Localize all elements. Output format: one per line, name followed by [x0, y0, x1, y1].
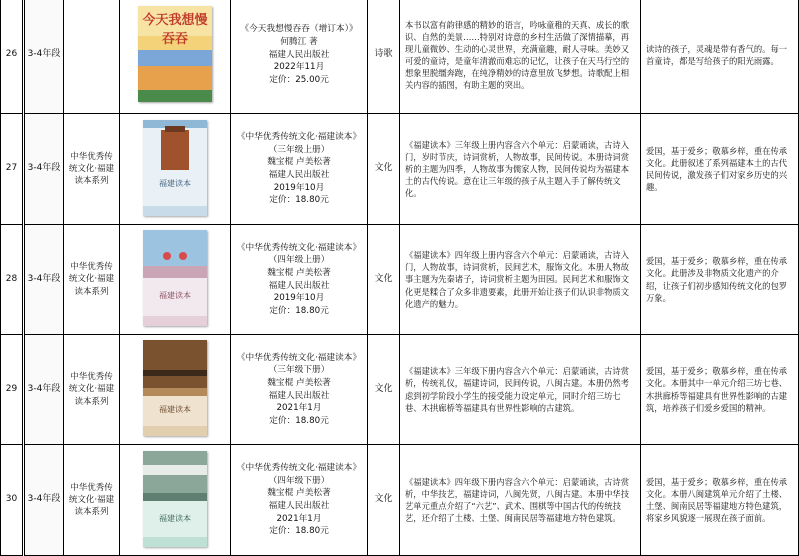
row-number: 28 [1, 225, 24, 335]
book-author: 魏宝棍 卢美松著 [234, 487, 364, 500]
book-date: 2022年11月 [234, 61, 364, 74]
book-date: 2019年10月 [234, 292, 364, 305]
book-cover-image [143, 120, 207, 216]
book-volume: （四年级下册） [234, 475, 364, 488]
book-publisher: 福建人民出版社 [234, 500, 364, 513]
book-price: 定价：18.80元 [234, 305, 364, 318]
cover-title: 福建读本 [143, 404, 207, 416]
book-cover-image [143, 451, 207, 547]
series-cell: 中华优秀传统文化·福建读本系列 [64, 225, 120, 335]
book-publisher: 福建人民出版社 [234, 169, 364, 182]
row-number: 27 [1, 114, 24, 225]
category-cell: 文化 [368, 445, 400, 556]
book-date: 2021年1月 [234, 402, 364, 415]
recommendation-cell: 爱国，基于爱乡；敬慕乡梓，重在传承文化。此册涉及非物质文化遗产的介绍，让孩子们初步感知传统文化的包罗万象。 [641, 225, 799, 335]
book-title: 《今天我想慢吞吞（增订本）》 [234, 23, 364, 36]
book-info-cell [231, 114, 368, 225]
book-cover-image [138, 6, 212, 102]
table-row [1, 0, 799, 114]
description-cell: 《福建读本》四年级下册内容含六个单元：启蒙诵读，古诗赏析，中华技艺，福建诗词，八闽先贤，八闽古建。本册中华技艺单元重点介绍了“六艺”、武术、围棋等中国古代的传统技艺，还介绍了土楼、土堡、闽南民居等福建地方特色建筑。 [400, 445, 641, 556]
series-cell: 中华优秀传统文化·福建读本系列 [64, 335, 120, 445]
category-cell: 诗歌 [368, 0, 400, 114]
book-date: 2019年10月 [234, 182, 364, 195]
book-publisher: 福建人民出版社 [234, 49, 364, 62]
grade-cell: 3-4年段 [24, 114, 64, 225]
book-publisher: 福建人民出版社 [234, 390, 364, 403]
book-title: 《中华优秀传统文化·福建读本》 [234, 242, 364, 255]
cover-cell [120, 0, 231, 114]
book-info-cell [231, 225, 368, 335]
grade-cell: 3-4年段 [24, 225, 64, 335]
book-info-cell [231, 445, 368, 556]
description-cell: 《福建读本》四年级上册内容含六个单元：启蒙诵读，古诗入门，人物故事，诗词赏析，民间艺术，服饰文化。本册人物故事主题为先秦诸子，诗词赏析主题为田园。民间艺术和服饰文化更是糅合了众多非遗要素，此册开始让孩子们认识非物质文化遗产的魅力。 [400, 225, 641, 335]
category-cell: 文化 [368, 335, 400, 445]
book-title: 《中华优秀传统文化·福建读本》 [234, 462, 364, 475]
recommendation-cell: 读诗的孩子，灵魂是带有香气的。每一首童诗，都是写给孩子的阳光雨露。 [641, 0, 799, 114]
book-author: 魏宝棍 卢美松著 [234, 377, 364, 390]
cover-cell [120, 114, 231, 225]
grade-cell: 3-4年段 [24, 335, 64, 445]
grade-cell: 3-4年段 [24, 445, 64, 556]
book-info-cell [231, 335, 368, 445]
table-row [1, 335, 799, 445]
table-row [1, 225, 799, 335]
cover-title: 福建读本 [143, 178, 207, 190]
row-number: 26 [1, 0, 24, 114]
book-publisher: 福建人民出版社 [234, 280, 364, 293]
book-price: 定价：25.00元 [234, 74, 364, 87]
row-number: 29 [1, 335, 24, 445]
cover-title: 福建读本 [143, 513, 207, 525]
book-volume: （四年级上册） [234, 254, 364, 267]
book-price: 定价：18.80元 [234, 194, 364, 207]
book-volume: （三年级上册） [234, 144, 364, 157]
description-cell: 《福建读本》三年级上册内容含六个单元：启蒙诵读，古诗入门，岁时节庆，诗词赏析，人物故事，民间传说。本册诗词赏析的主题为四季，人物故事为儒家人物，民间传说均为福建本土的古代传说。意在让三年级的孩子从主题入手了解传统文化。 [400, 114, 641, 225]
book-author: 何腾江 著 [234, 36, 364, 49]
series-cell: 中华优秀传统文化·福建读本系列 [64, 445, 120, 556]
cover-cell [120, 445, 231, 556]
grade-cell: 3-4年段 [24, 0, 64, 114]
cover-title: 今天我想慢吞吞 [138, 12, 212, 50]
book-title: 《中华优秀传统文化·福建读本》 [234, 131, 364, 144]
book-price: 定价：18.80元 [234, 525, 364, 538]
table-row [1, 114, 799, 225]
book-cover-image [143, 230, 207, 326]
series-cell: 中华优秀传统文化·福建读本系列 [64, 114, 120, 225]
recommendation-cell: 爱国，基于爱乡；敬慕乡梓，重在传承文化。此册叙述了系列福建本土的古代民间传说，激发孩子们对家乡历史的兴趣。 [641, 114, 799, 225]
category-cell: 文化 [368, 114, 400, 225]
book-price: 定价：18.80元 [234, 415, 364, 428]
row-number: 30 [1, 445, 24, 556]
table-row [1, 445, 799, 556]
cover-title: 福建读本 [143, 290, 207, 302]
cover-cell [120, 335, 231, 445]
book-info-cell [231, 0, 368, 114]
recommendation-cell: 爱国，基于爱乡；敬慕乡梓，重在传承文化。本册其中一单元介绍三坊七巷、木拱廊桥等福建具有世界性影响的古建筑，培养孩子们爱乡爱国的精神。 [641, 335, 799, 445]
book-volume: （三年级下册） [234, 364, 364, 377]
series-cell [64, 0, 120, 114]
cover-cell [120, 225, 231, 335]
book-cover-image [143, 340, 207, 436]
book-title: 《中华优秀传统文化·福建读本》 [234, 352, 364, 365]
book-author: 魏宝棍 卢美松著 [234, 156, 364, 169]
category-cell: 文化 [368, 225, 400, 335]
description-cell: 《福建读本》三年级下册内容含六个单元：启蒙诵读，古诗赏析，传统礼仪，福建诗词，民间传说，八闽古建。本册仍然考虑到初学阶段小学生的接受能力设定单元，同时介绍三坊七巷、木拱廊桥等福建具有世界性影响的古建筑。 [400, 335, 641, 445]
book-date: 2021年1月 [234, 513, 364, 526]
description-cell: 本书以富有韵律感的精妙的语言，吟咏童稚的天真、成长的歌识、自然的美景……特别对诗意的乡村生活做了深情描摹，再现儿童微妙、生动的心灵世界，充满童趣，耐人寻味。美妙又可爱的童诗，是童年清澈而难忘的记忆，让孩子在天马行空的想象里脱缰奔跑，在纯净精妙的诗意里放飞梦想。诗歌配上相关内容的插图，有助主题的突出。 [400, 0, 641, 114]
recommendation-cell: 爱国，基于爱乡；敬慕乡梓，重在传承文化。本册八闽建筑单元介绍了土楼、土堡、闽南民居等福建地方特色建筑，将家乡风貌逐一展现在孩子面前。 [641, 445, 799, 556]
book-author: 魏宝棍 卢美松著 [234, 267, 364, 280]
